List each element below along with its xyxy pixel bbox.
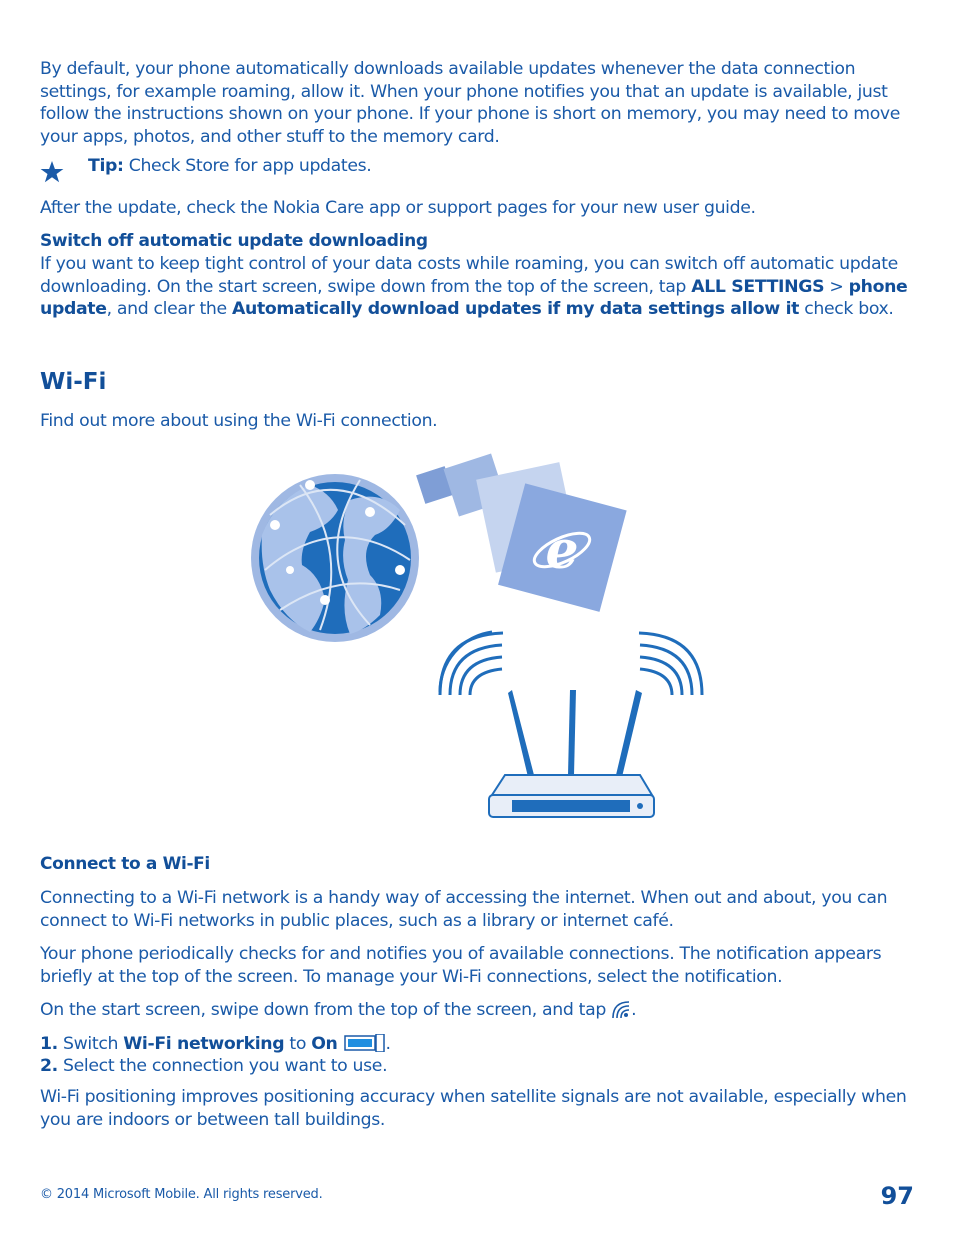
text-span: If you want to keep tight control of your data costs while roaming, you can switch off automatic update downloading. On the start screen, swipe down from the top of the screen, tap xyxy=(40,254,898,297)
text-span: . xyxy=(385,1034,391,1054)
text-span: Switch xyxy=(57,1034,124,1054)
intro-paragraph: By default, your phone automatically downloads available updates whenever the data connection settings, for example roaming, allow it. When your phone notifies you that an update is available, just follow the instructions shown on your phone. If your phone is short on memory, you may need to move your apps, photos, and other stuff to the memory card. xyxy=(40,59,901,147)
globe-icon xyxy=(251,474,419,642)
svg-text:e: e xyxy=(545,520,579,581)
wifi-waves-left xyxy=(440,632,503,695)
text-span: Select the connection you want to use. xyxy=(57,1056,388,1076)
after-update-paragraph: After the update, check the Nokia Care app or support pages for your new user guide. xyxy=(40,198,756,218)
wifi-networking-label: Wi-Fi networking xyxy=(123,1034,285,1054)
wifi-icon xyxy=(611,999,631,1019)
step-1 xyxy=(40,1033,920,1056)
tip-text: Check Store for app updates. xyxy=(123,156,372,176)
step-number: 1. xyxy=(40,1034,58,1054)
text-span: check box. xyxy=(799,299,894,320)
internet-explorer-icon xyxy=(416,453,627,611)
auto-download-checkbox-label: Automatically download updates if my data settings allow it xyxy=(231,299,800,320)
switch-off-paragraph xyxy=(40,253,920,321)
text-span: On the start screen, swipe down from the top of the screen, and tap xyxy=(40,1000,612,1020)
star-icon xyxy=(40,160,64,184)
tip-label: Tip: xyxy=(88,156,124,176)
page-number: 97 xyxy=(880,1182,914,1210)
wifi-section-title: Wi-Fi xyxy=(40,369,107,395)
toggle-switch-icon xyxy=(344,1034,386,1052)
step-2 xyxy=(40,1055,920,1078)
step-number: 2. xyxy=(40,1056,58,1076)
text-span: to xyxy=(284,1034,312,1054)
switch-off-heading: Switch off automatic update downloading xyxy=(40,231,428,251)
on-label: On xyxy=(311,1034,338,1054)
all-settings-label: ALL SETTINGS xyxy=(691,276,825,297)
text-span: > xyxy=(824,276,849,297)
text-span: . xyxy=(631,1000,637,1020)
connect-paragraph-2: Your phone periodically checks for and notifies you of available connections. The notification appears briefly at the top of the screen. To manage your Wi-Fi connections, select the notification. xyxy=(40,944,882,987)
wifi-illustration xyxy=(240,440,720,830)
tip xyxy=(88,156,371,176)
connect-heading: Connect to a Wi-Fi xyxy=(40,854,210,874)
connect-paragraph-1: Connecting to a Wi-Fi network is a handy way of accessing the internet. When out and about, you can connect to Wi-Fi networks in public places, such as a library or internet café. xyxy=(40,888,888,931)
connect-paragraph-4: Wi-Fi positioning improves positioning accuracy when satellite signals are not available, especially when you are indoors or between tall buildings. xyxy=(40,1087,907,1130)
text-span: , and clear the xyxy=(106,299,232,320)
connect-paragraph-3 xyxy=(40,999,920,1022)
router-icon xyxy=(489,690,654,817)
wifi-intro: Find out more about using the Wi-Fi connection. xyxy=(40,411,438,431)
wifi-waves-right xyxy=(639,633,702,695)
phone-update-label: phone update xyxy=(40,276,908,320)
copyright-footer: © 2014 Microsoft Mobile. All rights reserved. xyxy=(40,1187,323,1202)
